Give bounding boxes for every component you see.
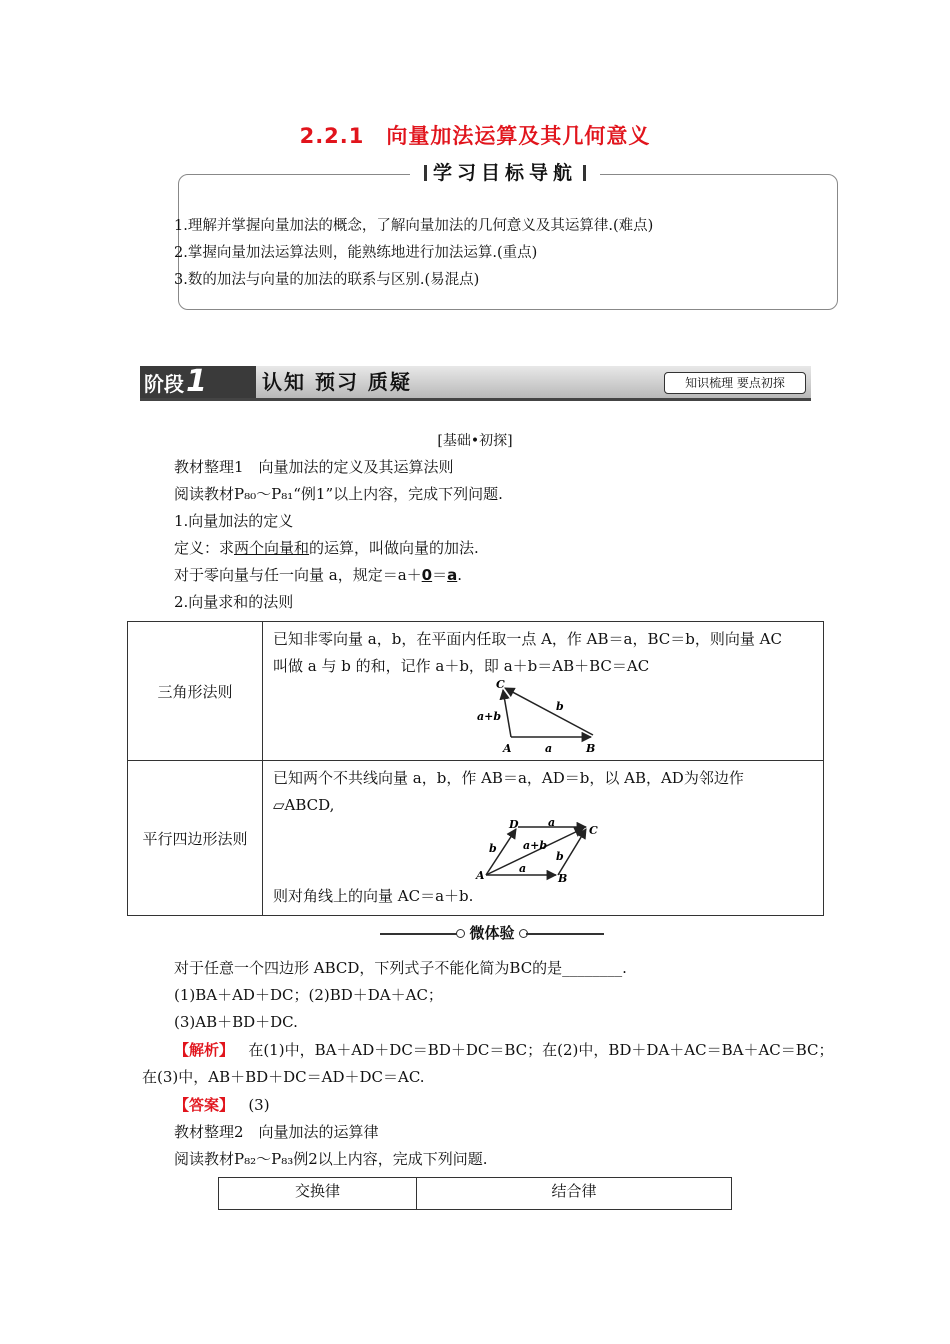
rule-name: 三角形法则 xyxy=(128,622,263,761)
learning-goals-heading xyxy=(410,158,600,188)
rule-body xyxy=(263,761,824,916)
point-label-a: A xyxy=(503,742,512,755)
point-label-d: D xyxy=(509,819,519,831)
table-row xyxy=(128,761,824,916)
rule-name: 平行四边形法则 xyxy=(128,761,263,916)
rule-text: 已知两个不共线向量 a，b，作 AB＝a，AD＝b，以 AB，AD为邻边作 xyxy=(273,769,744,787)
rule-text: 叫做 a 与 b 的和，记作 a＋b，即 a＋b＝AB＋BC＝AC xyxy=(273,657,650,675)
point-label-c: C xyxy=(496,680,505,691)
micro-heading-text: 微体验 xyxy=(469,924,515,942)
triangle-rule-figure xyxy=(273,680,813,756)
stage-label xyxy=(140,366,256,398)
goal-item: 3.数的加法与向量的加法的联系与区别.(易混点) xyxy=(174,272,480,288)
zero-vector-line xyxy=(174,564,462,585)
goal-item: 2.掌握向量加法运算法则，能熟练地进行加法运算.(重点) xyxy=(174,245,538,261)
section-title: 2.2.1 向量加法运算及其几何意义 xyxy=(299,124,651,148)
answer-line xyxy=(174,1094,270,1115)
label-a-top: a xyxy=(548,819,556,829)
column-header-associative: 结合律 xyxy=(417,1178,732,1210)
rule-text: 则对角线上的向量 AC＝a＋b. xyxy=(273,887,474,905)
heading-bar-left xyxy=(424,165,427,181)
micro-question: 对于任意一个四边形 ABCD，下列式子不能化简为BC的是________. xyxy=(174,959,627,977)
point-label-a: A xyxy=(476,869,485,882)
heading-bar-right xyxy=(583,165,586,181)
label-a: a xyxy=(545,742,553,755)
stage-tag: 知识梳理 要点初探 xyxy=(664,372,806,394)
label-b-left: b xyxy=(489,842,497,855)
laws-table xyxy=(218,1177,732,1210)
answer-text: (3) xyxy=(248,1096,270,1114)
definition-line xyxy=(174,537,479,558)
basics-tag: [基础•初探] xyxy=(437,433,513,449)
parallelogram-rule-figure xyxy=(273,819,813,883)
analysis-line xyxy=(174,1039,834,1060)
answer-tag: 【答案】 xyxy=(174,1096,235,1114)
rule-text: 已知非零向量 a，b，在平面内任取一点 A，作 AB＝a，BC＝b，则向量 AC xyxy=(273,630,782,648)
zero-result: a xyxy=(447,566,458,584)
rules-table xyxy=(127,621,824,916)
divider-left xyxy=(380,933,458,935)
label-a-plus-b: a+b xyxy=(523,839,548,852)
point-label-c: C xyxy=(589,824,598,837)
micro-heading xyxy=(380,922,604,944)
topic1-reading: 阅读教材P₈₀～P₈₁“例1”以上内容，完成下列问题. xyxy=(174,485,503,503)
label-b: b xyxy=(556,700,564,713)
zero-prefix: 对于零向量与任一向量 a，规定 xyxy=(174,566,383,584)
zero-eq: ＝a＋ xyxy=(382,566,422,584)
rules-heading: 2.向量求和的法则 xyxy=(174,593,294,611)
label-b-right: b xyxy=(556,850,564,863)
learning-goals-heading-text: 学习目标导航 xyxy=(432,162,577,184)
micro-options-2: (3)AB＋BD＋DC. xyxy=(174,1013,298,1031)
def-keyword: 两个向量和 xyxy=(234,539,310,557)
def-heading: 1.向量加法的定义 xyxy=(174,512,294,530)
analysis-text: 在(1)中，BA＋AD＋DC＝BD＋DC＝BC；在(2)中，BD＋DA＋AC＝BA＋AC＝BC； xyxy=(248,1041,834,1059)
analysis-line-2: 在(3)中，AB＋BD＋DC＝AD＋DC＝AC. xyxy=(142,1068,425,1086)
table-row xyxy=(128,622,824,761)
rule-text: ▱ABCD, xyxy=(273,796,335,814)
point-label-b: B xyxy=(586,742,596,755)
label-a-bottom: a xyxy=(519,862,527,875)
vector-b-arrow xyxy=(505,688,593,735)
micro-options-1: (1)BA＋AD＋DC；(2)BD＋DA＋AC； xyxy=(174,986,443,1004)
analysis-tag: 【解析】 xyxy=(174,1041,235,1059)
topic1-heading: 教材整理1 向量加法的定义及其运算法则 xyxy=(174,458,454,476)
zero-end: . xyxy=(457,566,463,584)
topic2-reading: 阅读教材P₈₂～P₈₃例2以上内容，完成下列问题. xyxy=(174,1150,488,1168)
label-a-plus-b: a+b xyxy=(477,710,502,723)
def-prefix: 定义：求 xyxy=(174,539,235,557)
def-suffix: 的运算，叫做向量的加法. xyxy=(309,539,479,557)
divider-right xyxy=(526,933,604,935)
stage-label-text: 阶段 xyxy=(144,372,184,396)
table-row xyxy=(219,1178,732,1210)
zero-vector: 0 xyxy=(421,566,433,584)
topic2-heading: 教材整理2 向量加法的运算律 xyxy=(174,1123,379,1141)
rule-body xyxy=(263,622,824,761)
goal-item: 1.理解并掌握向量加法的概念，了解向量加法的几何意义及其运算律.(难点) xyxy=(174,218,654,234)
stage-number: 1 xyxy=(186,364,207,399)
zero-eq2: ＝ xyxy=(432,566,448,584)
column-header-commutative: 交换律 xyxy=(219,1178,417,1210)
stage-title: 认知 预习 质疑 xyxy=(262,370,412,394)
point-label-b: B xyxy=(558,872,568,883)
vector-sum-arrow xyxy=(503,690,511,737)
